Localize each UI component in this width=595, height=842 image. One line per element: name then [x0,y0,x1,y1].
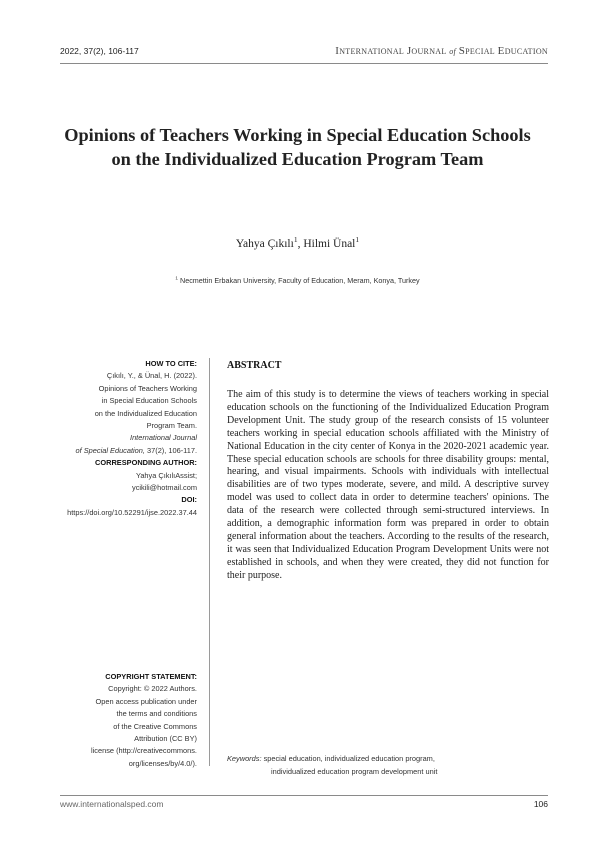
journal-name-letter: J [406,45,412,57]
article-title-line: on the Individualized Education Program Team [111,149,484,169]
keywords-line: special education, individualized education program, [261,754,435,763]
keywords-label: Keywords: [227,754,262,763]
page-number: 106 [533,799,548,809]
footer-website[interactable]: www.internationalsped.com [60,799,164,809]
keywords-line: individualized education program development unit [271,766,438,776]
affiliation [0,276,595,285]
affiliation-text: Necmettin Erbakan University, Faculty of Education, Meram, Konya, Turkey [178,276,420,285]
citation-journal-details [40,445,197,457]
abstract-body: The aim of this study is to determine the views of teachers working in special education schools on the functioning of the Individualized Education Program Development Unit. The study group of the research consists of 15 volunteer teachers working in special education schools affiliated with the Ministry of National Education in the city center of Konya in the 2020-2021 academic year. These special education schools are schools for three disability groups: mental, hearing, and visual impairments. Schools with individuals with intellectual disabilities are of two types moderate, severe, and mild. A descriptive survey model was used to collect data in order to determine teachers' opinions. The data of the research were collected through semi-structured interviews. In addition, a demographic information form was prepared in order to obtain general information about the teachers. According to the results of the research, it was seen that Individualized Education Program Development Units were not established in schools, and when they were created, they did not function for their purpose. [227,389,549,581]
footer-divider [60,795,548,796]
copyright-line: license (http://creativecommons. [91,746,197,756]
keywords [227,753,557,778]
article-title-line: Opinions of Teachers Working in Special Education Schools [64,125,531,145]
corresponding-author-line: Yahya ÇıkılıAssist; [135,470,197,480]
copyright-heading: COPYRIGHT STATEMENT: [105,672,197,681]
journal-name-word: NTERNATIONAL [339,47,405,56]
copyright-line: Copyright: © 2022 Authors. [108,684,197,694]
copyright-statement [40,671,197,770]
abstract-heading: ABSTRACT [227,360,282,371]
copyright-line: org/licenses/by/4.0/). [128,758,197,768]
copyright-line: Open access publication under [95,696,197,706]
copyright-line: the terms and conditions [116,709,197,719]
copyright-line: of the Creative Commons [113,721,197,731]
how-to-cite-heading: HOW TO CITE: [145,359,197,368]
citation-journal: International Journal [130,433,197,443]
article-info-sidebar [40,358,197,519]
citation-line: Opinions of Teachers Working [98,383,197,393]
journal-name-header [335,45,548,57]
citation-volume-pages: 37(2), 106-117. [144,445,197,455]
author-affiliation-mark: 1 [293,235,298,245]
journal-name-letter: I [335,45,340,57]
citation-journal-name: of Special Education, [75,445,145,455]
journal-name-word: OURNAL [411,47,447,56]
column-divider [209,358,210,766]
journal-name-of: of [449,47,457,56]
author-name: Hilmi Ünal [303,238,356,250]
copyright-line: Attribution (CC BY) [134,734,197,744]
citation-line: in Special Education Schools [101,396,197,406]
author-list [0,235,595,250]
corresponding-author-heading: CORRESPONDING AUTHOR: [95,458,197,468]
citation-line: Çıkılı, Y., & Ünal, H. (2022). [106,371,197,381]
doi-heading: DOI: [181,495,197,505]
doi-link[interactable]: https://doi.org/10.52291/ijse.2022.37.44 [67,507,197,517]
journal-name-word: PECIAL [465,47,495,56]
corresponding-author-email[interactable]: ycikili@hotmail.com [132,483,197,493]
citation-header: 2022, 37(2), 106-117 [60,46,139,56]
header-divider [60,63,548,64]
citation-line: Program Team. [146,421,197,431]
journal-name-letter: E [497,45,505,57]
author-affiliation-mark: 1 [355,235,360,245]
author-name: Yahya Çıkılı [235,238,294,250]
article-title [40,123,555,171]
author-separator: , [297,238,304,250]
citation-line: on the Individualized Education [94,408,197,418]
affiliation-mark: 1 [175,275,179,281]
journal-name-word: DUCATION [504,47,548,56]
journal-name-letter: S [458,45,466,57]
